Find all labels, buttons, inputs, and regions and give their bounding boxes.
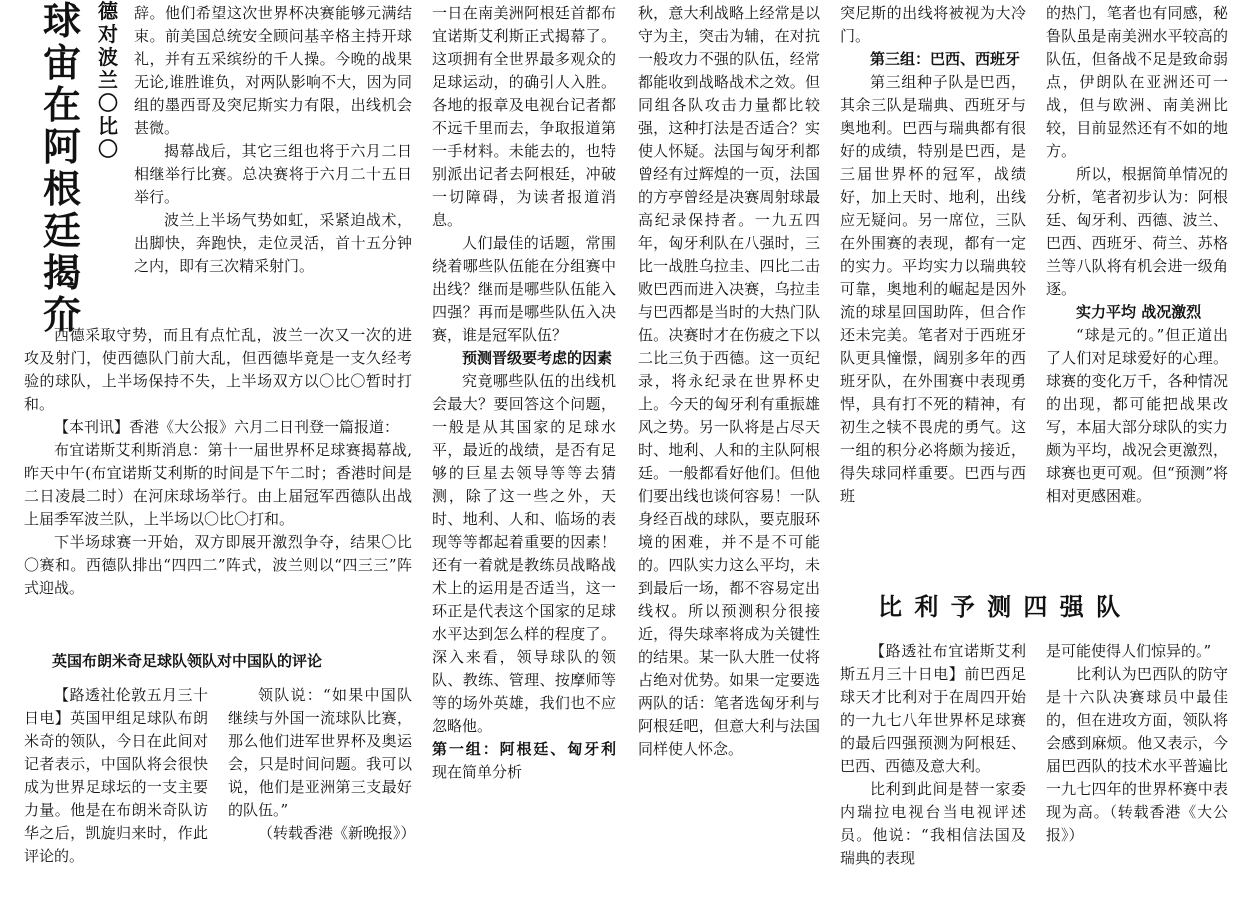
lead-paragraph-5: 【本刊讯】香港《大公报》六月二日刊登一篇报道： <box>54 418 400 436</box>
column-6 <box>1046 2 1228 508</box>
lead-paragraph-2: 揭幕战后，其它三组也将于六月二日相继举行比赛。总决赛将于六月二十五日举行。 <box>134 142 412 206</box>
lead-paragraph-6: 布宜诺斯艾利斯消息：第十一届世界杯足球赛揭幕战,昨天中午(布宜诺斯艾利斯的时间是下午二时；香港时间是二日凌晨二时）在河床球场举行。由上届冠军西德队出战上届季军波兰队，上半场以〇比〇打和。 <box>24 441 412 528</box>
col6-subhead: 实力平均 战况激烈 <box>1076 303 1202 321</box>
lead-paragraph-7: 下半场球赛一开始，双方即展开激烈争夺，结果〇比〇赛和。西德队排出“四四二”阵式，波兰则以“四三三”阵式迎战。 <box>24 533 412 597</box>
lead-paragraph-4: 西德采取守势，而且有点忙乱，波兰一次又一次的进攻及射门，使西德队门前大乱，但西德毕竟是一支久经考验的球队，上半场保持不失，上半场双方以〇比〇暂时打和。 <box>24 326 412 413</box>
lead-column-top <box>134 2 412 278</box>
lead-paragraph-1: 辞。他们希望这次世界杯决赛能够元满结束。前美国总统安全顾问基辛格主持开球礼，并有五采缤纷的千人操。今晚的战果无论,谁胜谁负，对两队影响不大，因为同组的墨西哥及突尼斯实力有限，出线机会甚微。 <box>134 4 412 137</box>
col3-paragraph-1: 一日在南美洲阿根廷首都布宜诺斯艾利斯正式揭幕了。这项拥有全世界最多观众的足球运动，的确引人入胜。各地的报章及电视台记者都不远千里而去，争取报道第一手材料。未能去的，也特别派出记者去阿根廷，冲破一切障碍，为读者报道消息。 <box>432 4 616 229</box>
column-5 <box>840 2 1026 508</box>
col3-subhead-1: 预测晋级要考虑的因素 <box>462 349 613 367</box>
column-4 <box>638 2 820 761</box>
lead-column-bottom <box>24 324 412 600</box>
col3-paragraph-3: 究竟哪些队伍的出线机会最大？要回答这个问题，一般是从其国家的足球水平，最近的战绩，是否有足够的巨星去领导等等去猜测，除了这一些之外，天时、地利、人和、临场的表现等等都起着重要的因素！还有一着就是教练员战略战术上的运用是否适当，这一环正是代表这个国家的足球水平达到怎么样的程度了。深入来看，领导球队的领队、教练、管理、按摩师等等的场外英雄，我们也不应忽略他。 <box>432 372 616 735</box>
brown-right-text: 领队说：“如果中国队继续与外国一流球队比赛，那么他们进军世界杯及奥运会，只是时间问题。我可以说，他们是亚洲第三支最好的队伍。” <box>228 686 412 819</box>
bili-left-text: 【路透社布宜诺斯艾利斯五月三十日电】前巴西足球天才比利对于在周四开始的一九七八年世界杯足球赛的最后四强预测为阿根廷、巴西、西德及意大利。 <box>840 642 1026 775</box>
col6-paragraph-2: 所以，根据简单情况的分析，笔者初步认为：阿根廷、匈牙利、西德、波兰、巴西、西班牙、荷兰、苏格兰等八队将有机会进一级角逐。 <box>1046 165 1228 298</box>
col5-paragraph-1: 突尼斯的出线将被视为大冷门。 <box>840 4 1026 45</box>
lead-headline: 球 宙 在 阿 根 廷 揭 夼 <box>42 0 81 337</box>
col3-subhead-2: 第一组：阿根廷、匈牙利 <box>432 740 616 758</box>
lead-paragraph-3: 波兰上半场气势如虹，采紧迫战术，出脚快，奔跑快，走位灵活，首十五分钟之内，即有三次精采射门。 <box>134 211 412 275</box>
bili-right-text: 是可能使得人们惊异的。” <box>1046 642 1212 660</box>
bili-article-left <box>840 640 1026 870</box>
col3-subhead-2-text: 现在简单分析 <box>432 763 523 781</box>
brown-article-right <box>228 684 416 845</box>
bili-article-right <box>1046 640 1228 847</box>
bili-left-text-2: 比利到此间是替一家委内瑞拉电视台当电视评述员。他说：“我相信法国及瑞典的表现 <box>840 780 1026 867</box>
bili-article-headline: 比 利 予 测 四 强 队 <box>878 593 1123 621</box>
brown-left-text: 【路透社伦敦五月三十日电】英国甲组足球队布朗米奇的领队，今日在此间对记者表示，中国队将会很快成为世界足球坛的一支主要力量。他是在布朗米奇队访华之后，凯旋归来时，作此评论的。 <box>24 686 208 865</box>
col4-paragraph-1: 秋，意大利战略上经常是以守为主，突击为辅，在对抗一般攻力不强的队伍，经常都能收到战略战术之效。但同组各队攻击力量都比较强，这种打法是否适合？实使人怀疑。法国与匈牙利都曾经有过辉煌的一页，法国的方亭曾经是决赛周射球最高纪录保持者。一九五四年，匈牙利队在八强时，三比一战胜乌拉圭、四比二击败巴西而进入决赛，乌拉圭与巴西都是当时的大热门队伍。决赛时才在伤疲之下以二比三负于西德。这一页纪录，将永纪录在世界杯史上。今天的匈牙利有重振雄风之势。另一队将是占尽天时、地利、人和的主队阿根廷。一般都看好他们。但他们要出线也谈何容易！一队身经百战的球队，要克服环境的困难，并不是不可能的。四队实力这么平均，未到最后一场，都不容易定出线权。所以预测积分很接近，得失球率将成为关键性的结果。某一队大胜一仗将占绝对优势。如果一定要选两队的话：笔者选匈牙利与阿根廷吧，但意大利与法国同样使人怀念。 <box>638 4 820 758</box>
col3-paragraph-2: 人们最佳的话题，常围绕着哪些队伍能在分组赛中出线？继而是哪些队伍能入四强？再而是哪些队伍入决赛，谁是冠军队伍？ <box>432 234 616 344</box>
col5-paragraph-2: 第三组种子队是巴西，其余三队是瑞典、西班牙与奥地利。巴西与瑞典都有很好的成绩，特别是巴西，是三届世界杯的冠军，战绩好，加上天时、地利，出线应无疑问。另一席位，三队在外围赛的表现，都有一定的实力。平均实力以瑞典较可靠，奥地利的崛起是因外流的球星回国助阵，但合作还未完美。笔者对于西班牙队更具憧憬，阔别多年的西班牙队，在外围赛中表现勇悍，具有打不死的精神，有初生之犊不畏虎的勇气。这一组的积分必将颇为接近，得失球同样重要。巴西与西班 <box>840 73 1026 505</box>
column-3 <box>432 2 616 784</box>
bili-right-text-2: 比利认为巴西队的防守是十六队决赛球员中最佳的，但在进攻方面，领队将会感到麻烦。他又表示，今届巴西队的技术水平普遍比一九七四年的世界杯赛中表现为高。（转载香港《大公报》） <box>1046 665 1228 844</box>
brown-article-left <box>24 684 208 868</box>
col6-paragraph-1: 的热门，笔者也有同感，秘鲁队虽是南美洲水平较高的队伍，但备战不足是致命弱点，伊朗队在亚洲还可一战，但与欧洲、南美洲比较，目前显然还有不如的地方。 <box>1046 4 1228 160</box>
brown-article-headline: 英国布朗米奇足球队领队对中国队的评论 <box>52 652 323 670</box>
col5-subhead: 第三组：巴西、西班牙 <box>870 50 1021 68</box>
col6-paragraph-3: “球是元的。”但正道出了人们对足球爱好的心理。球赛的变化万千，各种情况的出现，都可能把战果改写，本届大部分球队的实力颇为平均，战况会更激烈，球赛也更可观。但“预测”将相对更感困难。 <box>1046 326 1228 505</box>
lead-subheadline: 德对波兰〇比〇 <box>98 0 118 161</box>
brown-source: （转载香港《新晚报》） <box>258 824 416 842</box>
